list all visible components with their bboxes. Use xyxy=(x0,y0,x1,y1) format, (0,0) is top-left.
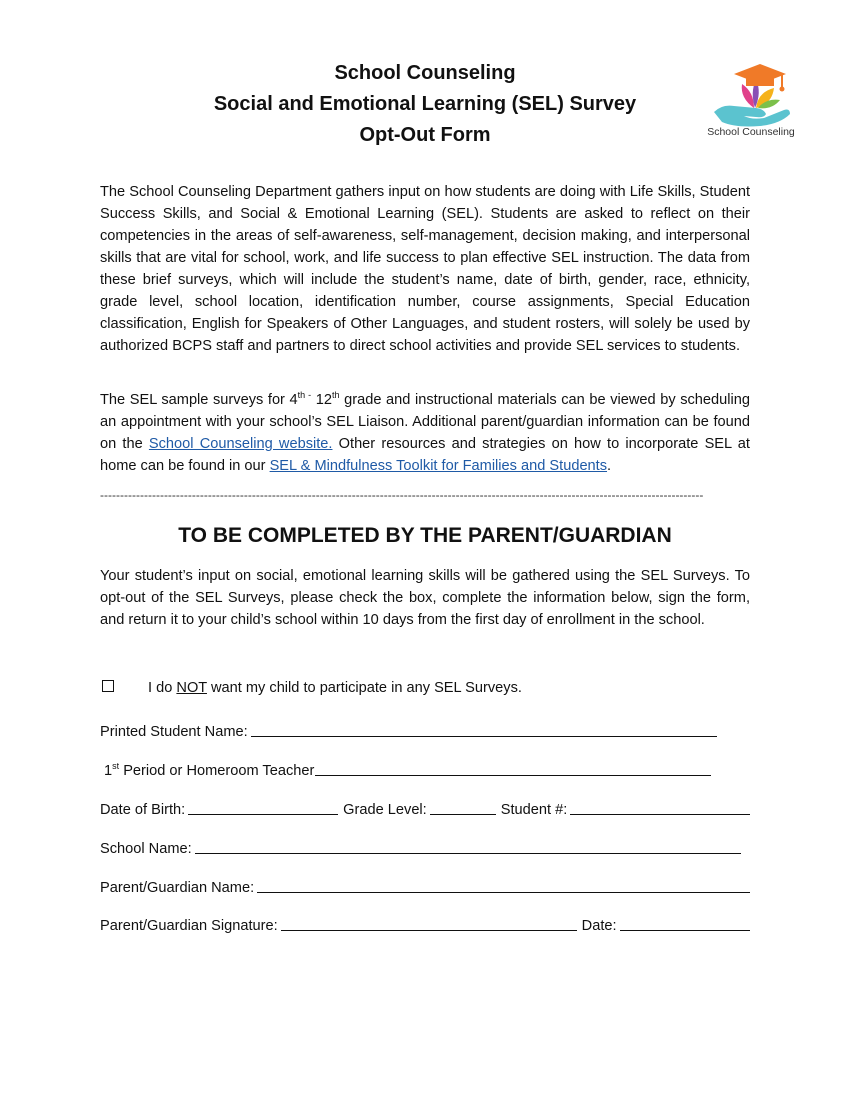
cut-line-divider: ------------------------------------------------------------------------------------------------------------------------------------------------------- xyxy=(100,488,704,502)
title-line-3: Opt-Out Form xyxy=(359,124,491,146)
opt-out-text-before: I do xyxy=(148,680,177,696)
sel-text-4: Other resources and strategies on how to incorporate SEL at home can be found in our xyxy=(100,436,750,474)
title-line-2: Social and Emotional Learning (SEL) Survey xyxy=(213,93,637,115)
date-field[interactable] xyxy=(620,916,750,931)
graduation-hand-icon xyxy=(700,62,810,128)
form-title xyxy=(150,58,700,151)
intro-paragraph: The School Counseling Department gathers input on how students are doing with Life Skills, Student Success Skills, and Social & Emotional Learning (SEL). Students are asked to reflect on their competencies in the areas of self-awareness, self-management, decision making, and interpersonal skills that are vital for school, work, and life success to plan effective SEL instruction. The data from these brief surveys, which will include the student’s name, date of birth, gender, race, ethnicity, grade level, school location, identification number, course assignments, Special Education classification, English for Speakers of Other Languages, and student rosters, will solely be used by authorized BCPS staff and partners to direct school activities and provide SEL services to students. xyxy=(100,184,750,354)
signature-label: Parent/Guardian Signature: xyxy=(100,918,278,934)
parent-name-row xyxy=(100,874,750,896)
grade-field[interactable] xyxy=(430,800,496,815)
sel-text-2: 12 xyxy=(311,392,333,408)
parent-name-field[interactable] xyxy=(257,878,750,893)
opt-out-checkbox[interactable] xyxy=(102,680,114,692)
title-line-1: School Counseling xyxy=(334,62,516,84)
school-counseling-website-link[interactable]: School Counseling website. xyxy=(148,436,333,452)
instructions-paragraph: Your student’s input on social, emotional learning skills will be gathered using the SEL Surveys. To opt-out of the SEL Surveys, please check the box, complete the information below, sign the form, and return it to your child’s school within 10 days from the first day of enrollment in the school. xyxy=(100,568,750,628)
student-number-label: Student #: xyxy=(500,802,568,818)
sel-text-3: grade and instructional materials can be viewed by scheduling an appointment with your school’s SEL Liaison. Additional parent/guardian information can be found on the xyxy=(100,392,750,452)
school-name-row xyxy=(100,835,750,857)
sel-text-5: . xyxy=(607,458,612,474)
parent-name-label: Parent/Guardian Name: xyxy=(100,880,255,896)
teacher-sup: st xyxy=(112,761,120,772)
grade-label: Grade Level: xyxy=(343,802,427,818)
date-label: Date: xyxy=(581,918,617,934)
signature-field[interactable] xyxy=(281,916,577,931)
teacher-row xyxy=(100,757,750,779)
section-heading: TO BE COMPLETED BY THE PARENT/GUARDIAN xyxy=(178,524,672,547)
dob-grade-student-row xyxy=(100,796,750,818)
dob-label: Date of Birth: xyxy=(100,802,186,818)
teacher-label xyxy=(100,763,314,779)
sel-toolkit-link[interactable]: SEL & Mindfulness Toolkit for Families and Students xyxy=(269,458,608,474)
teacher-num: 1 xyxy=(104,763,113,779)
student-name-field[interactable] xyxy=(251,722,717,737)
student-number-field[interactable] xyxy=(570,800,750,815)
school-counseling-logo xyxy=(700,62,810,144)
sel-sup-1: th - xyxy=(297,390,312,401)
signature-row xyxy=(100,912,750,934)
school-name-label: School Name: xyxy=(100,841,192,857)
sel-sup-2: th xyxy=(332,390,340,401)
opt-out-checkbox-row xyxy=(100,680,522,696)
sel-info-paragraph xyxy=(100,389,750,477)
logo-text: School Counseling xyxy=(707,126,795,138)
teacher-field[interactable] xyxy=(315,761,711,776)
dob-field[interactable] xyxy=(188,800,338,815)
teacher-label-text: Period or Homeroom Teacher xyxy=(119,763,315,779)
school-name-field[interactable] xyxy=(195,839,741,854)
opt-out-text-after: want my child to participate in any SEL Surveys. xyxy=(206,680,522,696)
student-name-row xyxy=(100,718,750,740)
student-name-label: Printed Student Name: xyxy=(100,724,248,740)
opt-out-emphasis: NOT xyxy=(176,680,207,696)
sel-text-1: The SEL sample surveys for 4 xyxy=(100,392,298,408)
